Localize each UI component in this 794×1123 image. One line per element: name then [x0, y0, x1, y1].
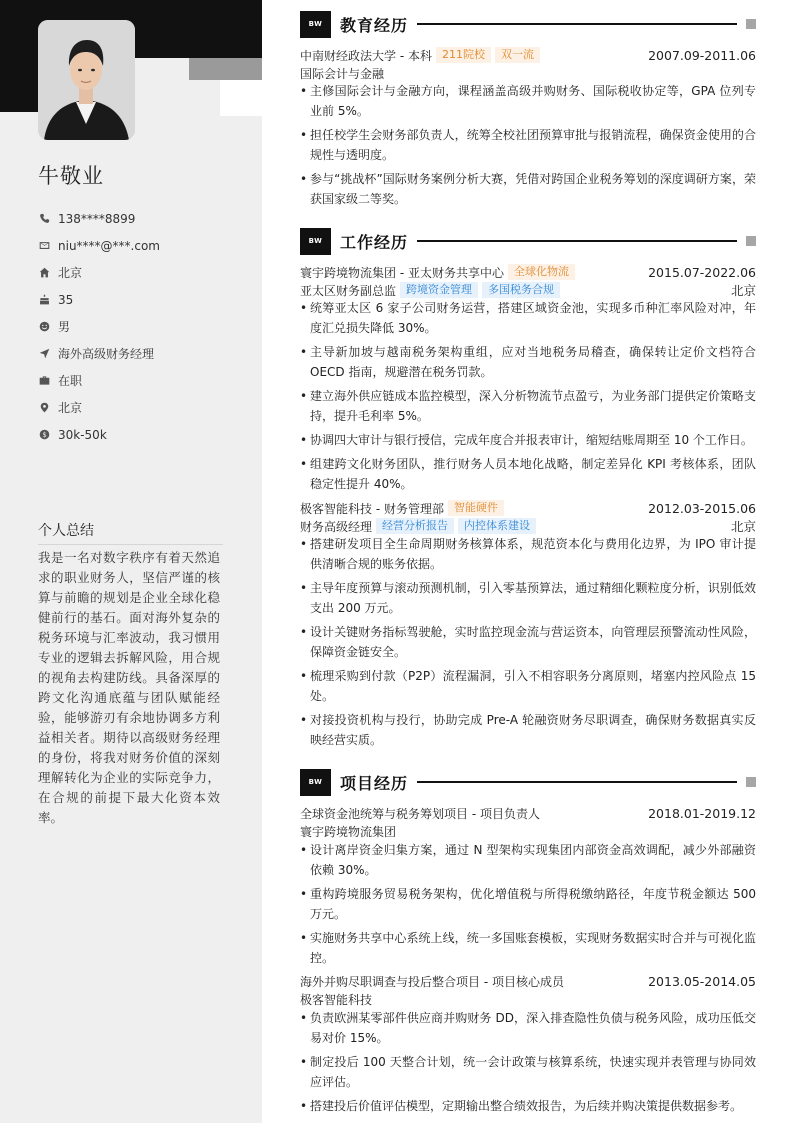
- age-text: 35: [58, 292, 74, 307]
- smiley-icon: [38, 321, 50, 333]
- job-role-row: [300, 517, 756, 535]
- location-text: 北京: [58, 401, 83, 415]
- phone-text: 138****8899: [58, 211, 136, 226]
- summary-title: 个人总结: [38, 520, 223, 545]
- project-period: 2018.01-2019.12: [648, 805, 756, 821]
- education-bullets: [300, 81, 756, 213]
- job-bullets: [300, 298, 756, 498]
- job-location: 北京: [730, 519, 756, 534]
- list-item: • 实施财务共享中心系统上线，统一多国账套模板，实现财务数据实时合并与可视化监控。: [300, 928, 756, 968]
- profile-photo: [38, 20, 135, 140]
- info-email: [38, 232, 160, 259]
- list-item: • 建立海外供应链成本监控模型，深入分析物流节点盈亏，为业务部门提供定价策略支持，提升毛利率 5%。: [300, 386, 756, 426]
- phone-icon: [38, 213, 50, 225]
- list-item: • 搭建研发项目全生命周期财务核算体系，规范资本化与费用化边界，为 IPO 审计提供清晰合规的账务依据。: [300, 534, 756, 574]
- position-text: 海外高级财务经理: [58, 347, 155, 361]
- decor-white-block: [220, 80, 262, 116]
- dollar-icon: [38, 429, 50, 441]
- list-item: • 统筹亚太区 6 家子公司财务运营，搭建区域资金池，实现多币种汇率风险对冲，年度汇兑损失降低 30%。: [300, 298, 756, 338]
- cake-icon: [38, 294, 50, 306]
- list-item: • 担任校学生会财务部负责人，统筹全校社团预算审批与报销流程，确保资金使用的合规性与透明度。: [300, 125, 756, 165]
- section-square: [746, 777, 756, 787]
- job-period: 2012.03-2015.06: [648, 500, 756, 516]
- project-name: 海外并购尽职调查与投后整合项目 - 项目核心成员: [300, 974, 564, 989]
- city-text: 北京: [58, 266, 83, 280]
- contact-info-list: [38, 205, 160, 448]
- email-icon: [38, 240, 50, 252]
- section-rule: [417, 781, 737, 783]
- school-tag: 211院校: [436, 47, 491, 63]
- role-tag: 经营分析报告: [376, 518, 454, 534]
- job-company-row: [300, 263, 756, 281]
- svg-text:$: $: [41, 430, 47, 439]
- project-name-row: [300, 972, 756, 990]
- education-section-header: [300, 10, 756, 38]
- list-item: • 对接投资机构与投行，协助完成 Pre-A 轮融资财务尽职调查，确保财务数据真实反映经营实质。: [300, 710, 756, 750]
- role-tag: 内控体系建设: [458, 518, 536, 534]
- info-position: [38, 340, 160, 367]
- project-org: 寰宇跨境物流集团: [300, 824, 397, 839]
- info-phone: [38, 205, 160, 232]
- decor-black-block: [0, 58, 38, 112]
- job-bullets: [300, 534, 756, 754]
- project-org-row: [300, 822, 756, 840]
- job-role-row: [300, 281, 756, 299]
- education-major-row: [300, 64, 756, 82]
- gender-text: 男: [58, 320, 71, 334]
- education-period: 2007.09-2011.06: [648, 47, 756, 63]
- home-icon: [38, 267, 50, 279]
- list-item: • 主导新加坡与越南税务架构重组，应对当地税务局稽查，确保转让定价文档符合 OECD 指南，规避潜在税务罚款。: [300, 342, 756, 382]
- company-name: 寰宇跨境物流集团 - 亚太财务共享中心: [300, 265, 504, 280]
- list-item: • 设计离岸资金归集方案，通过 N 型架构实现集团内部资金高效调配，减少外部融资依赖 30%。: [300, 840, 756, 880]
- work-section-header: [300, 227, 756, 255]
- job-company-row: [300, 499, 756, 517]
- company-tag: 智能硬件: [448, 500, 504, 516]
- list-item: • 设计关键财务指标驾驶舱，实时监控现金流与营运资本，向管理层预警流动性风险，保障资金链安全。: [300, 622, 756, 662]
- company-tag: 全球化物流: [508, 264, 575, 280]
- role-tag: 跨境资金管理: [400, 282, 478, 298]
- info-salary: [38, 421, 160, 448]
- info-location: [38, 394, 160, 421]
- info-age: [38, 286, 160, 313]
- location-pin-icon: [38, 402, 50, 414]
- list-item: • 组建跨文化财务团队，推行财务人员本地化战略，制定差异化 KPI 考核体系，团队稳定性提升 40%。: [300, 454, 756, 494]
- project-bullets: [300, 1008, 756, 1120]
- sidebar: [0, 0, 262, 1123]
- work-title: 工作经历: [340, 232, 409, 252]
- section-rule: [417, 23, 737, 25]
- section-square: [746, 19, 756, 29]
- company-name: 极客智能科技 - 财务管理部: [300, 501, 444, 516]
- info-status: [38, 367, 160, 394]
- section-square: [746, 236, 756, 246]
- major-name: 国际会计与金融: [300, 66, 385, 81]
- send-icon: [38, 348, 50, 360]
- decor-gray-block: [189, 58, 262, 80]
- section-badge: BW: [300, 11, 331, 38]
- projects-section-header: [300, 768, 756, 796]
- list-item: • 主修国际会计与金融方向，课程涵盖高级并购财务、国际税收协定等，GPA 位列专业前 5%。: [300, 81, 756, 121]
- project-period: 2013.05-2014.05: [648, 973, 756, 989]
- list-item: • 主导年度预算与滚动预测机制，引入零基预算法，通过精细化颗粒度分析，识别低效支出 200 万元。: [300, 578, 756, 618]
- info-gender: [38, 313, 160, 340]
- list-item: • 搭建投后价值评估模型，定期输出整合绩效报告，为后续并购决策提供数据参考。: [300, 1096, 756, 1116]
- project-org-row: [300, 990, 756, 1008]
- email-text: niu****@***.com: [58, 238, 160, 253]
- school-name: 中南财经政法大学 - 本科: [300, 48, 432, 63]
- status-text: 在职: [58, 374, 83, 388]
- projects-title: 项目经历: [340, 773, 409, 793]
- candidate-name: 牛敬业: [38, 164, 104, 188]
- summary-text: 我是一名对数字秩序有着天然追求的职业财务人，坚信严谨的核算与前瞻的规划是企业全球化稳健前行的基石。面对海外复杂的税务环境与汇率波动，我习惯用专业的逻辑去拆解风险，用合规的视角去构建防线。具备深厚的跨文化沟通底蕴与团队赋能经验，能够游刃有余地协调多方利益相关者。期待以高级财务经理的身份，将我对财务价值的深刻理解转化为企业的实际竞争力，在合规的前提下最大化资本效率。: [38, 550, 220, 825]
- section-rule: [417, 240, 737, 242]
- section-badge: BW: [300, 228, 331, 255]
- education-school-row: [300, 46, 756, 64]
- list-item: • 制定投后 100 天整合计划，统一会计政策与核算系统，快速实现并表管理与协同效应评估。: [300, 1052, 756, 1092]
- list-item: • 梳理采购到付款（P2P）流程漏洞，引入不相容职务分离原则，堵塞内控风险点 15 处。: [300, 666, 756, 706]
- info-city: [38, 259, 160, 286]
- list-item: • 重构跨境服务贸易税务架构，优化增值税与所得税缴纳路径，年度节税金额达 500 万元。: [300, 884, 756, 924]
- section-badge: BW: [300, 769, 331, 796]
- briefcase-icon: [38, 375, 50, 387]
- project-bullets: [300, 840, 756, 972]
- job-location: 北京: [730, 283, 756, 298]
- list-item: • 负责欧洲某零部件供应商并购财务 DD，深入排查隐性负债与税务风险，成功压低交易对价 15%。: [300, 1008, 756, 1048]
- project-org: 极客智能科技: [300, 992, 373, 1007]
- role-tag: 多国税务合规: [482, 282, 560, 298]
- job-role: 财务高级经理: [300, 519, 373, 534]
- education-title: 教育经历: [340, 15, 409, 35]
- school-tag: 双一流: [495, 47, 540, 63]
- job-period: 2015.07-2022.06: [648, 264, 756, 280]
- project-name-row: [300, 804, 756, 822]
- job-role: 亚太区财务副总监: [300, 283, 397, 298]
- list-item: • 协调四大审计与银行授信，完成年度合并报表审计，缩短结账周期至 10 个工作日。: [300, 430, 756, 450]
- project-name: 全球资金池统筹与税务筹划项目 - 项目负责人: [300, 806, 540, 821]
- salary-text: 30k-50k: [58, 427, 107, 442]
- list-item: • 参与“挑战杯”国际财务案例分析大赛，凭借对跨国企业税务筹划的深度调研方案，荣获国家级二等奖。: [300, 169, 756, 209]
